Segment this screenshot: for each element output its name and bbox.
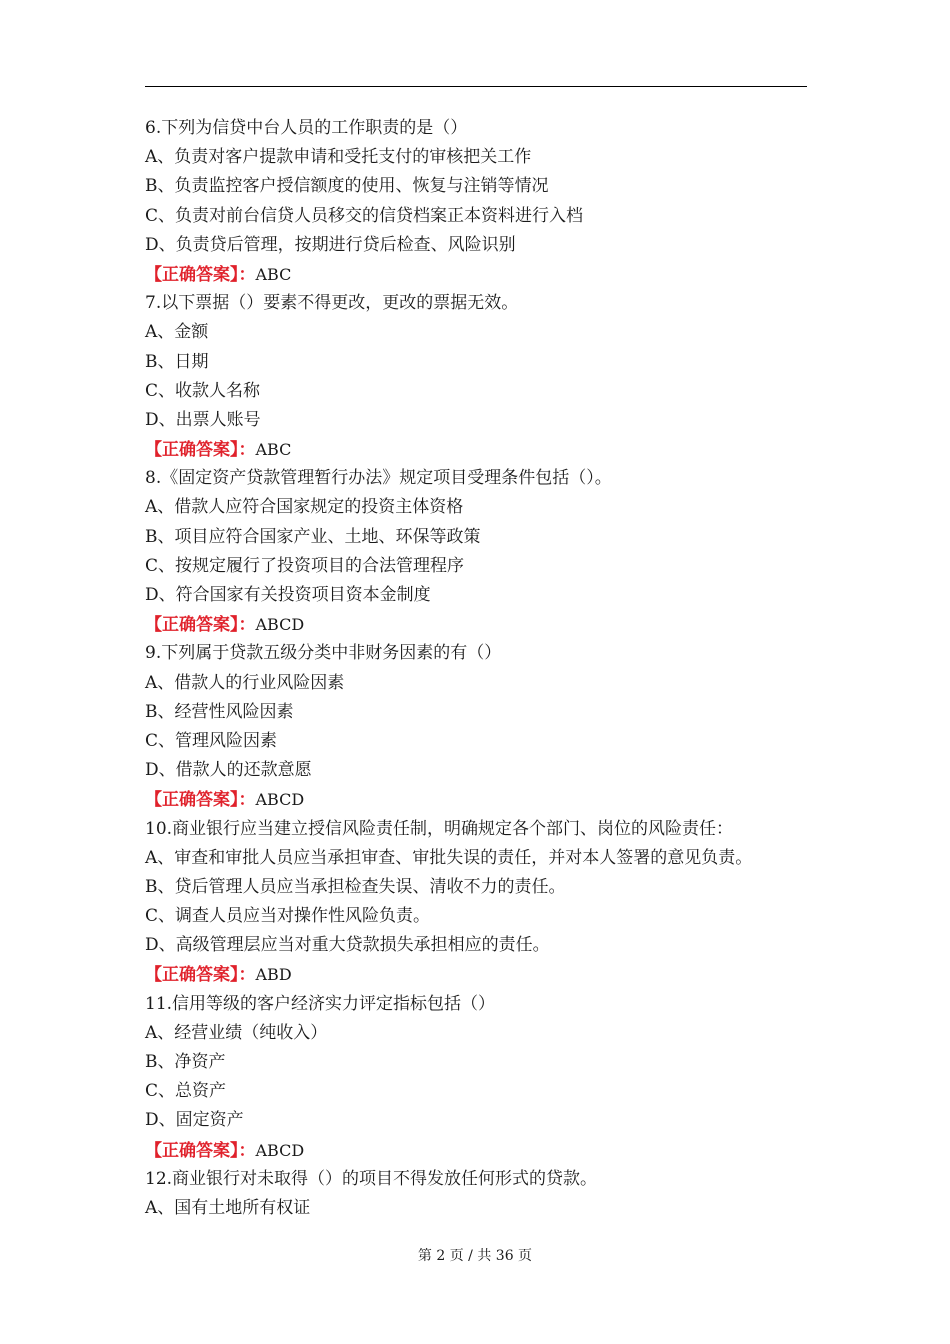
answer-value: ABD — [255, 965, 292, 985]
answer-value: ABC — [255, 264, 292, 284]
question-option: A、审查和审批人员应当承担审查、审批失误的责任，并对本人签署的意见负责。 — [145, 847, 753, 868]
answer-line — [145, 260, 825, 289]
answer-line — [145, 435, 825, 464]
question-option: A、金额 — [145, 322, 209, 343]
answer-line — [145, 785, 825, 814]
question-option: C、管理风险因素 — [145, 730, 278, 751]
answer-value: ABC — [255, 440, 292, 460]
question-option: C、负责对前台信贷人员移交的信贷档案正本资料进行入档 — [145, 205, 584, 226]
question-list — [145, 114, 825, 1223]
answer-value: ABCD — [255, 1140, 305, 1160]
question-option: B、日期 — [145, 351, 209, 372]
question-option: D、出票人账号 — [145, 409, 261, 430]
question-option: C、总资产 — [145, 1081, 227, 1102]
question-option: B、经营性风险因素 — [145, 701, 294, 722]
answer-label: 【正确答案】： — [145, 264, 256, 285]
question-stem: 10.商业银行应当建立授信风险责任制，明确规定各个部门、岗位的风险责任： — [145, 818, 734, 839]
answer-label: 【正确答案】： — [145, 1140, 256, 1161]
answer-line — [145, 960, 825, 989]
question-option: B、负责监控客户授信额度的使用、恢复与注销等情况 — [145, 176, 549, 197]
answer-label: 【正确答案】： — [145, 965, 256, 986]
question-option: B、净资产 — [145, 1052, 226, 1072]
question-stem: 9.下列属于贷款五级分类中非财务因素的有（） — [145, 643, 502, 664]
answer-value: ABCD — [255, 790, 305, 810]
question-stem: 12.商业银行对未取得（）的项目不得发放任何形式的贷款。 — [145, 1168, 598, 1189]
question-stem: 8.《固定资产贷款管理暂行办法》规定项目受理条件包括（）。 — [145, 468, 612, 489]
question-option: D、高级管理层应当对重大贷款损失承担相应的责任。 — [145, 935, 550, 956]
question-option: C、收款人名称 — [145, 380, 261, 401]
question-option: D、负责贷后管理，按期进行贷后检查、风险识别 — [145, 234, 516, 255]
question-option: D、借款人的还款意愿 — [145, 760, 312, 781]
question-option: A、国有土地所有权证 — [145, 1197, 311, 1218]
question-option: D、符合国家有关投资项目资本金制度 — [145, 585, 431, 605]
question-option: A、借款人的行业风险因素 — [145, 672, 345, 693]
page-footer: 第 2 页 / 共 36 页 — [417, 1248, 533, 1264]
answer-label: 【正确答案】： — [145, 615, 256, 636]
question-option: C、调查人员应当对操作性风险负责。 — [145, 906, 431, 927]
question-option: A、负责对客户提款申请和受托支付的审核把关工作 — [145, 147, 532, 168]
question-option: C、按规定履行了投资项目的合法管理程序 — [145, 555, 465, 576]
question-option: B、贷后管理人员应当承担检查失误、清收不力的责任。 — [145, 876, 566, 897]
answer-line — [145, 610, 825, 639]
answer-value: ABCD — [255, 615, 305, 635]
question-stem: 7.以下票据（）要素不得更改，更改的票据无效。 — [145, 293, 519, 314]
answer-label: 【正确答案】： — [145, 440, 256, 461]
question-stem: 6.下列为信贷中台人员的工作职责的是（） — [145, 118, 468, 138]
question-option: A、借款人应符合国家规定的投资主体资格 — [145, 497, 464, 518]
question-option: B、项目应符合国家产业、土地、环保等政策 — [145, 526, 481, 547]
question-stem: 11.信用等级的客户经济实力评定指标包括（） — [145, 993, 496, 1014]
question-option: D、固定资产 — [145, 1110, 244, 1131]
answer-label: 【正确答案】： — [145, 790, 256, 811]
answer-line — [145, 1136, 825, 1165]
question-option: A、经营业绩（纯收入） — [145, 1022, 328, 1043]
header-rule — [145, 86, 807, 87]
